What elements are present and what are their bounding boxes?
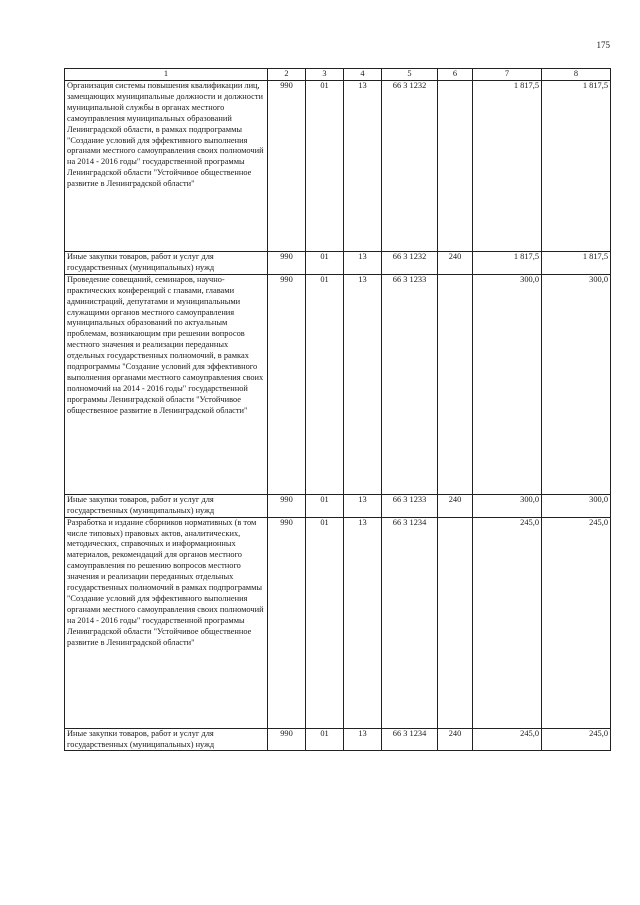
cell-amount-2: 300,0 [542,494,611,517]
cell-subsection: 13 [344,728,382,751]
cell-target-code: 66 3 1233 [382,494,438,517]
cell-section: 01 [306,252,344,275]
column-header: 4 [344,69,382,81]
cell-amount-1: 1 817,5 [473,81,542,252]
row-description: Разработка и издание сборников нормативных (в том числе типовых) правовых актов, аналитических, методических, справочных и информационных материалов, рекомендаций для органов местного самоуправления по решению вопросов местного значения и реализации переданных отдельных государственных полномочий в рамках подпрограммы "Создание условий для эффективного выполнения органами местного самоуправления своих полномочий на 2014 - 2016 годы" государственной программы Ленинградской области "Устойчивое общественное развитие в Ленинградской области" [65,517,268,728]
cell-subsection: 13 [344,81,382,252]
cell-ministry-code: 990 [268,274,306,494]
cell-expense-type [438,274,473,494]
cell-target-code: 66 3 1234 [382,517,438,728]
cell-expense-type: 240 [438,728,473,751]
cell-amount-2: 1 817,5 [542,252,611,275]
cell-amount-2: 1 817,5 [542,81,611,252]
cell-expense-type: 240 [438,252,473,275]
cell-ministry-code: 990 [268,494,306,517]
cell-subsection: 13 [344,252,382,275]
column-header: 5 [382,69,438,81]
column-header: 8 [542,69,611,81]
table-row [65,517,611,728]
column-header: 7 [473,69,542,81]
column-header: 1 [65,69,268,81]
table-row [65,81,611,252]
cell-amount-1: 245,0 [473,517,542,728]
header-row [65,69,611,81]
cell-expense-type [438,81,473,252]
cell-target-code: 66 3 1232 [382,252,438,275]
column-header: 2 [268,69,306,81]
cell-section: 01 [306,494,344,517]
cell-ministry-code: 990 [268,81,306,252]
cell-target-code: 66 3 1233 [382,274,438,494]
cell-expense-type [438,517,473,728]
row-description: Иные закупки товаров, работ и услуг для государственных (муниципальных) нужд [65,252,268,275]
row-description: Иные закупки товаров, работ и услуг для государственных (муниципальных) нужд [65,728,268,751]
cell-amount-2: 300,0 [542,274,611,494]
cell-target-code: 66 3 1234 [382,728,438,751]
cell-subsection: 13 [344,494,382,517]
cell-expense-type: 240 [438,494,473,517]
cell-section: 01 [306,517,344,728]
cell-amount-1: 300,0 [473,494,542,517]
cell-amount-2: 245,0 [542,728,611,751]
column-header: 3 [306,69,344,81]
cell-amount-2: 245,0 [542,517,611,728]
cell-subsection: 13 [344,517,382,728]
cell-subsection: 13 [344,274,382,494]
page-number: 175 [596,40,610,50]
cell-amount-1: 1 817,5 [473,252,542,275]
table-row [65,252,611,275]
row-description: Иные закупки товаров, работ и услуг для государственных (муниципальных) нужд [65,494,268,517]
cell-section: 01 [306,81,344,252]
cell-ministry-code: 990 [268,517,306,728]
cell-amount-1: 300,0 [473,274,542,494]
table-row [65,728,611,751]
budget-table [64,68,611,751]
row-description: Проведение совещаний, семинаров, научно-практических конференций с главами, главами администраций, депутатами и муниципальными служащими органов местного самоуправления муниципальных образований по актуальным проблемам, возникающим при решении вопросов местного значения и реализации переданных отдельных государственных полномочий, в рамках подпрограммы "Создание условий для эффективного выполнения органами местного самоуправления своих полномочий на 2014 - 2016 годы" государственной программы Ленинградской области "Устойчивое общественное развитие в Ленинградской области" [65,274,268,494]
cell-section: 01 [306,728,344,751]
table-row [65,274,611,494]
cell-amount-1: 245,0 [473,728,542,751]
row-description: Организация системы повышения квалификации лиц, замещающих муниципальные должности и должности муниципальной службы в органах местного самоуправления муниципальных образований Ленинградской области, в рамках подпрограммы "Создание условий для эффективного выполнения органами местного самоуправления своих полномочий на 2014 - 2016 годы" государственной программы Ленинградской области "Устойчивое общественное развитие в Ленинградской области" [65,81,268,252]
cell-target-code: 66 3 1232 [382,81,438,252]
column-header: 6 [438,69,473,81]
cell-ministry-code: 990 [268,252,306,275]
cell-section: 01 [306,274,344,494]
cell-ministry-code: 990 [268,728,306,751]
table-row [65,494,611,517]
